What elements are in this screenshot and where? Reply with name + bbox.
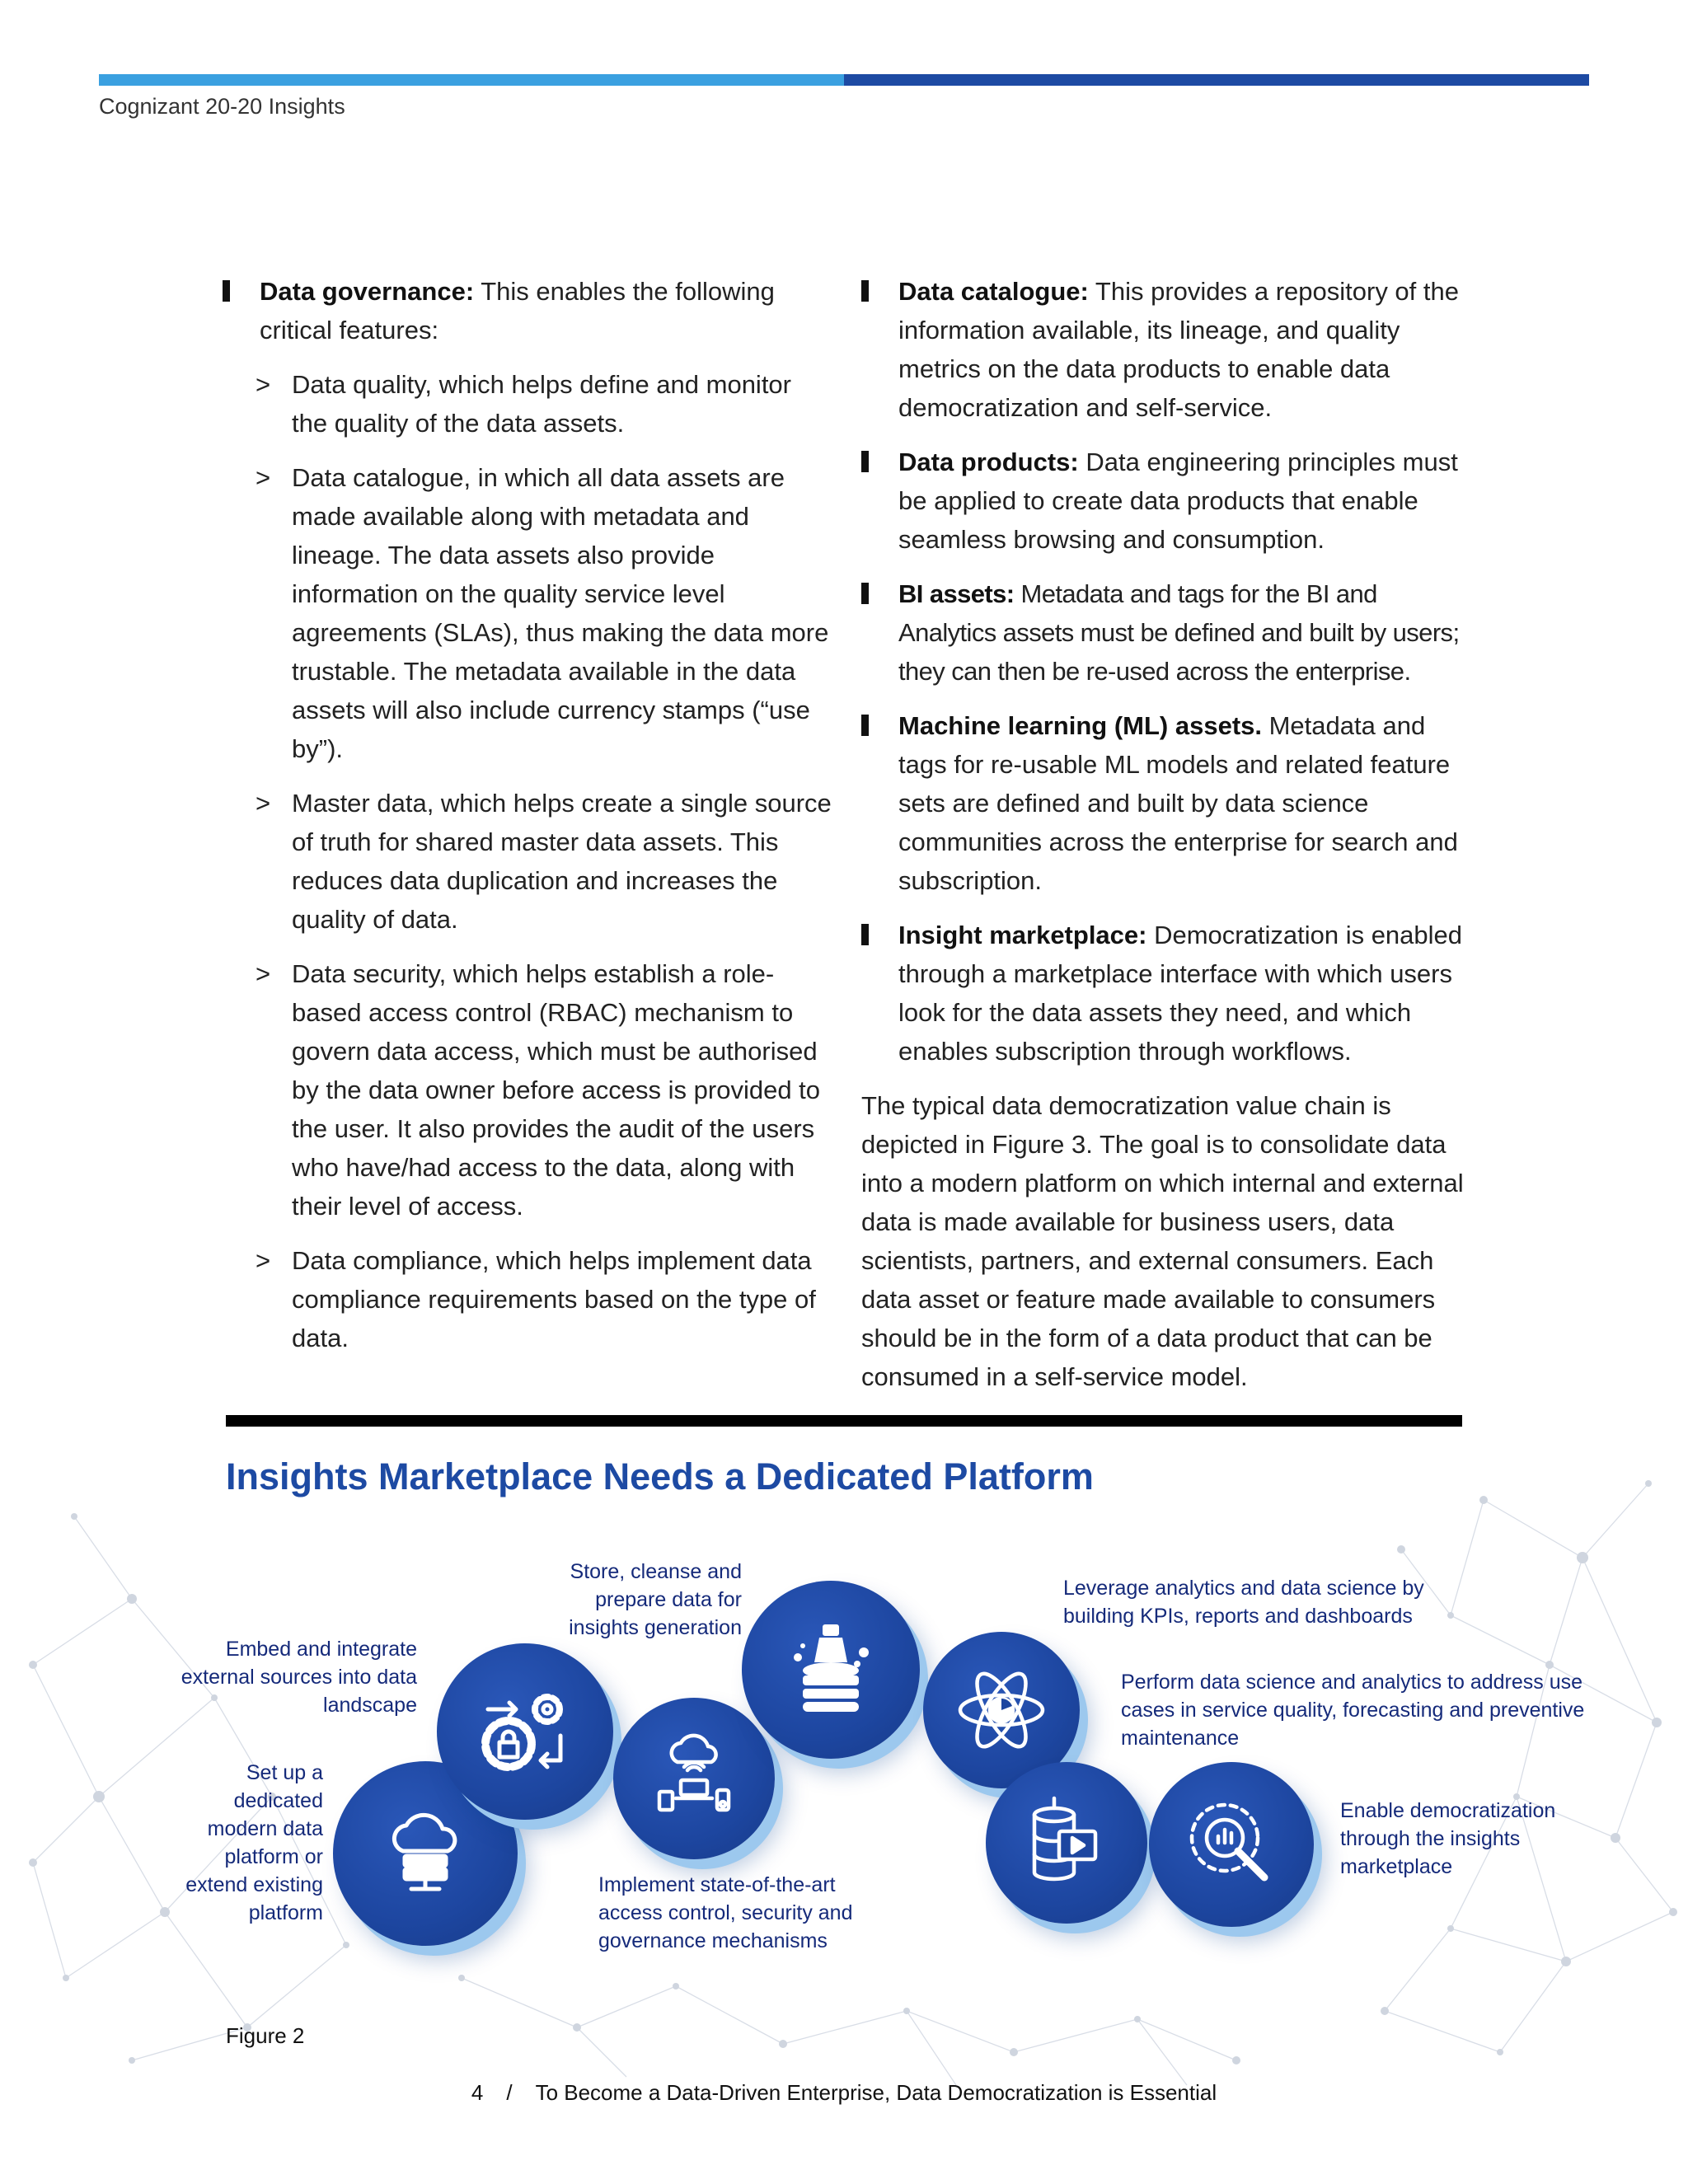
footer-separator: / [506,2080,513,2105]
sub-item-data-catalogue: > Data catalogue, in which all data assets are made available along with metadata and lineage. The data assets also provide information on the quality service level agreements (SLAs), thus making the data more trustable. The metadata available in the data assets will also include currency stamps (“use by”). [256,463,829,763]
cloud-devices-circle [613,1698,775,1859]
sub-item-text: Data catalogue, in which all data assets are made available along with metadata and lineage. The data assets also provide information on the quality service level agreements (SLAs), thus making the data more trustable. The metadata available in the data assets will also include currency stamps (“use by”). [292,463,829,763]
data-video-icon [1021,1793,1112,1892]
sub-item-text: Data quality, which helps define and monitor the quality of the data assets. [292,370,791,438]
page-footer [0,2080,1688,2106]
magnify-chart-icon [1182,1795,1281,1894]
bullet-mark [861,924,869,945]
sub-item-data-security: > Data security, which helps establish a role-based access control (RBAC) mechanism to govern data access, which must be authorised by the data owner before access is provided to the user. It also provides the audit of the users who have/had access to the data, along with their level of access. [256,959,821,1221]
bullet-data-products [861,443,1467,559]
bullet-text: Data engineering principles must be applied to create data products that enable seamless browsing and consumption. [898,448,1458,554]
section-divider [226,1415,1462,1427]
bullet-mark [861,451,869,472]
database-cleanse-icon [781,1616,880,1723]
label-access-control: Implement state-of-the-art access control, security and governance mechanisms [598,1873,853,1952]
cloud-server-icon [380,1808,471,1899]
bullet-text: This provides a repository of the information available, its lineage, and quality metrics on the data products to enable data democratization and self-service. [898,277,1459,422]
bullet-title: Data catalogue: [898,277,1089,306]
sub-item-data-compliance: > Data compliance, which helps implement data compliance requirements based on the type of data. [256,1246,816,1352]
bullet-text: Democratization is enabled through a marketplace interface with which users look for the data assets they need, and which enables subscription through workflows. [898,921,1463,1066]
data-video-circle [986,1762,1147,1924]
bullet-title: BI assets: [898,579,1015,608]
bullet-data-catalogue [861,272,1467,427]
magnify-chart-circle [1149,1762,1314,1927]
header-bar-dark [844,74,1589,86]
page-number: 4 [471,2080,484,2105]
bullet-title: Insight marketplace: [898,921,1147,949]
label-data-science: Perform data science and analytics to address use cases in service quality, forecasting and preventive maintenance [1121,1671,1585,1750]
gears-lock-icon [471,1678,579,1785]
bullet-insight-marketplace [861,916,1467,1071]
bullet-title: Data governance: [260,277,475,306]
right-column [861,272,1467,1396]
bullet-mark [861,715,869,736]
value-chain-paragraph: The typical data democratization value chain is depicted in Figure 3. The goal is to consolidate data into a modern platform on which internal and external data is made available for business users, data scientists, partners, and external consumers. Each data asset or feature made available to consumers should be in the form of a data product that can be consumed in a self-service model. [861,1091,1464,1391]
bullet-bi-assets [861,574,1467,691]
cloud-devices-icon [645,1729,743,1828]
bullet-mark [223,280,230,302]
bullet-ml-assets [861,706,1467,900]
bullet-title: Data products: [898,448,1079,476]
running-title: Cognizant 20-20 Insights [99,94,345,119]
label-store-cleanse: Store, cleanse and prepare data for insights generation [569,1560,742,1639]
footer-doc-title: To Become a Data-Driven Enterprise, Data Democratization is Essential [535,2080,1217,2105]
header-bar-light [99,74,844,86]
label-democratization: Enable democratization through the insights marketplace [1340,1799,1556,1878]
sub-item-text: Master data, which helps create a single source of truth for shared master data assets. This reduces data duplication and increases the quality of data. [292,789,832,934]
figure-title: Insights Marketplace Needs a Dedicated Platform [226,1455,1094,1497]
figure-caption: Figure 2 [226,2023,305,2048]
label-embed-integrate: Embed and integrate external sources into data landscape [181,1638,417,1717]
atom-chart-icon [952,1661,1051,1760]
sub-item-data-quality: > Data quality, which helps define and monitor the quality of the data assets. [256,370,791,438]
label-setup-platform: Set up a dedicated modern data platform or extend existing platform [185,1761,323,1924]
bullet-mark [861,583,869,604]
gears-lock-circle [437,1643,613,1820]
bullet-data-governance [223,272,832,349]
sub-item-text: Data security, which helps establish a role-based access control (RBAC) mechanism to govern data access, which must be authorised by the data owner before access is provided to the user. It also provides the audit of the users who have/had access to the data, along with their level of access. [292,959,821,1221]
left-column [223,272,832,1373]
sub-item-text: Data compliance, which helps implement data compliance requirements based on the type of data. [292,1246,816,1352]
bullet-text: This enables the following critical features: [260,277,775,344]
sub-item-master-data: > Master data, which helps create a single source of truth for shared master data assets. This reduces data duplication and increases the quality of data. [256,789,832,934]
database-cleanse-circle [742,1581,920,1759]
bullet-mark [861,280,869,302]
bullet-text: Metadata and tags for re-usable ML models and related feature sets are defined and built by data science communities across the enterprise for search and subscription. [898,711,1458,895]
bullet-title: Machine learning (ML) assets. [898,711,1262,740]
bullet-text: Metadata and tags for the BI and Analytics assets must be defined and built by users; they can then be re-used across the enterprise. [898,579,1460,686]
label-leverage-analytics: Leverage analytics and data science by building KPIs, reports and dashboards [1063,1577,1424,1628]
